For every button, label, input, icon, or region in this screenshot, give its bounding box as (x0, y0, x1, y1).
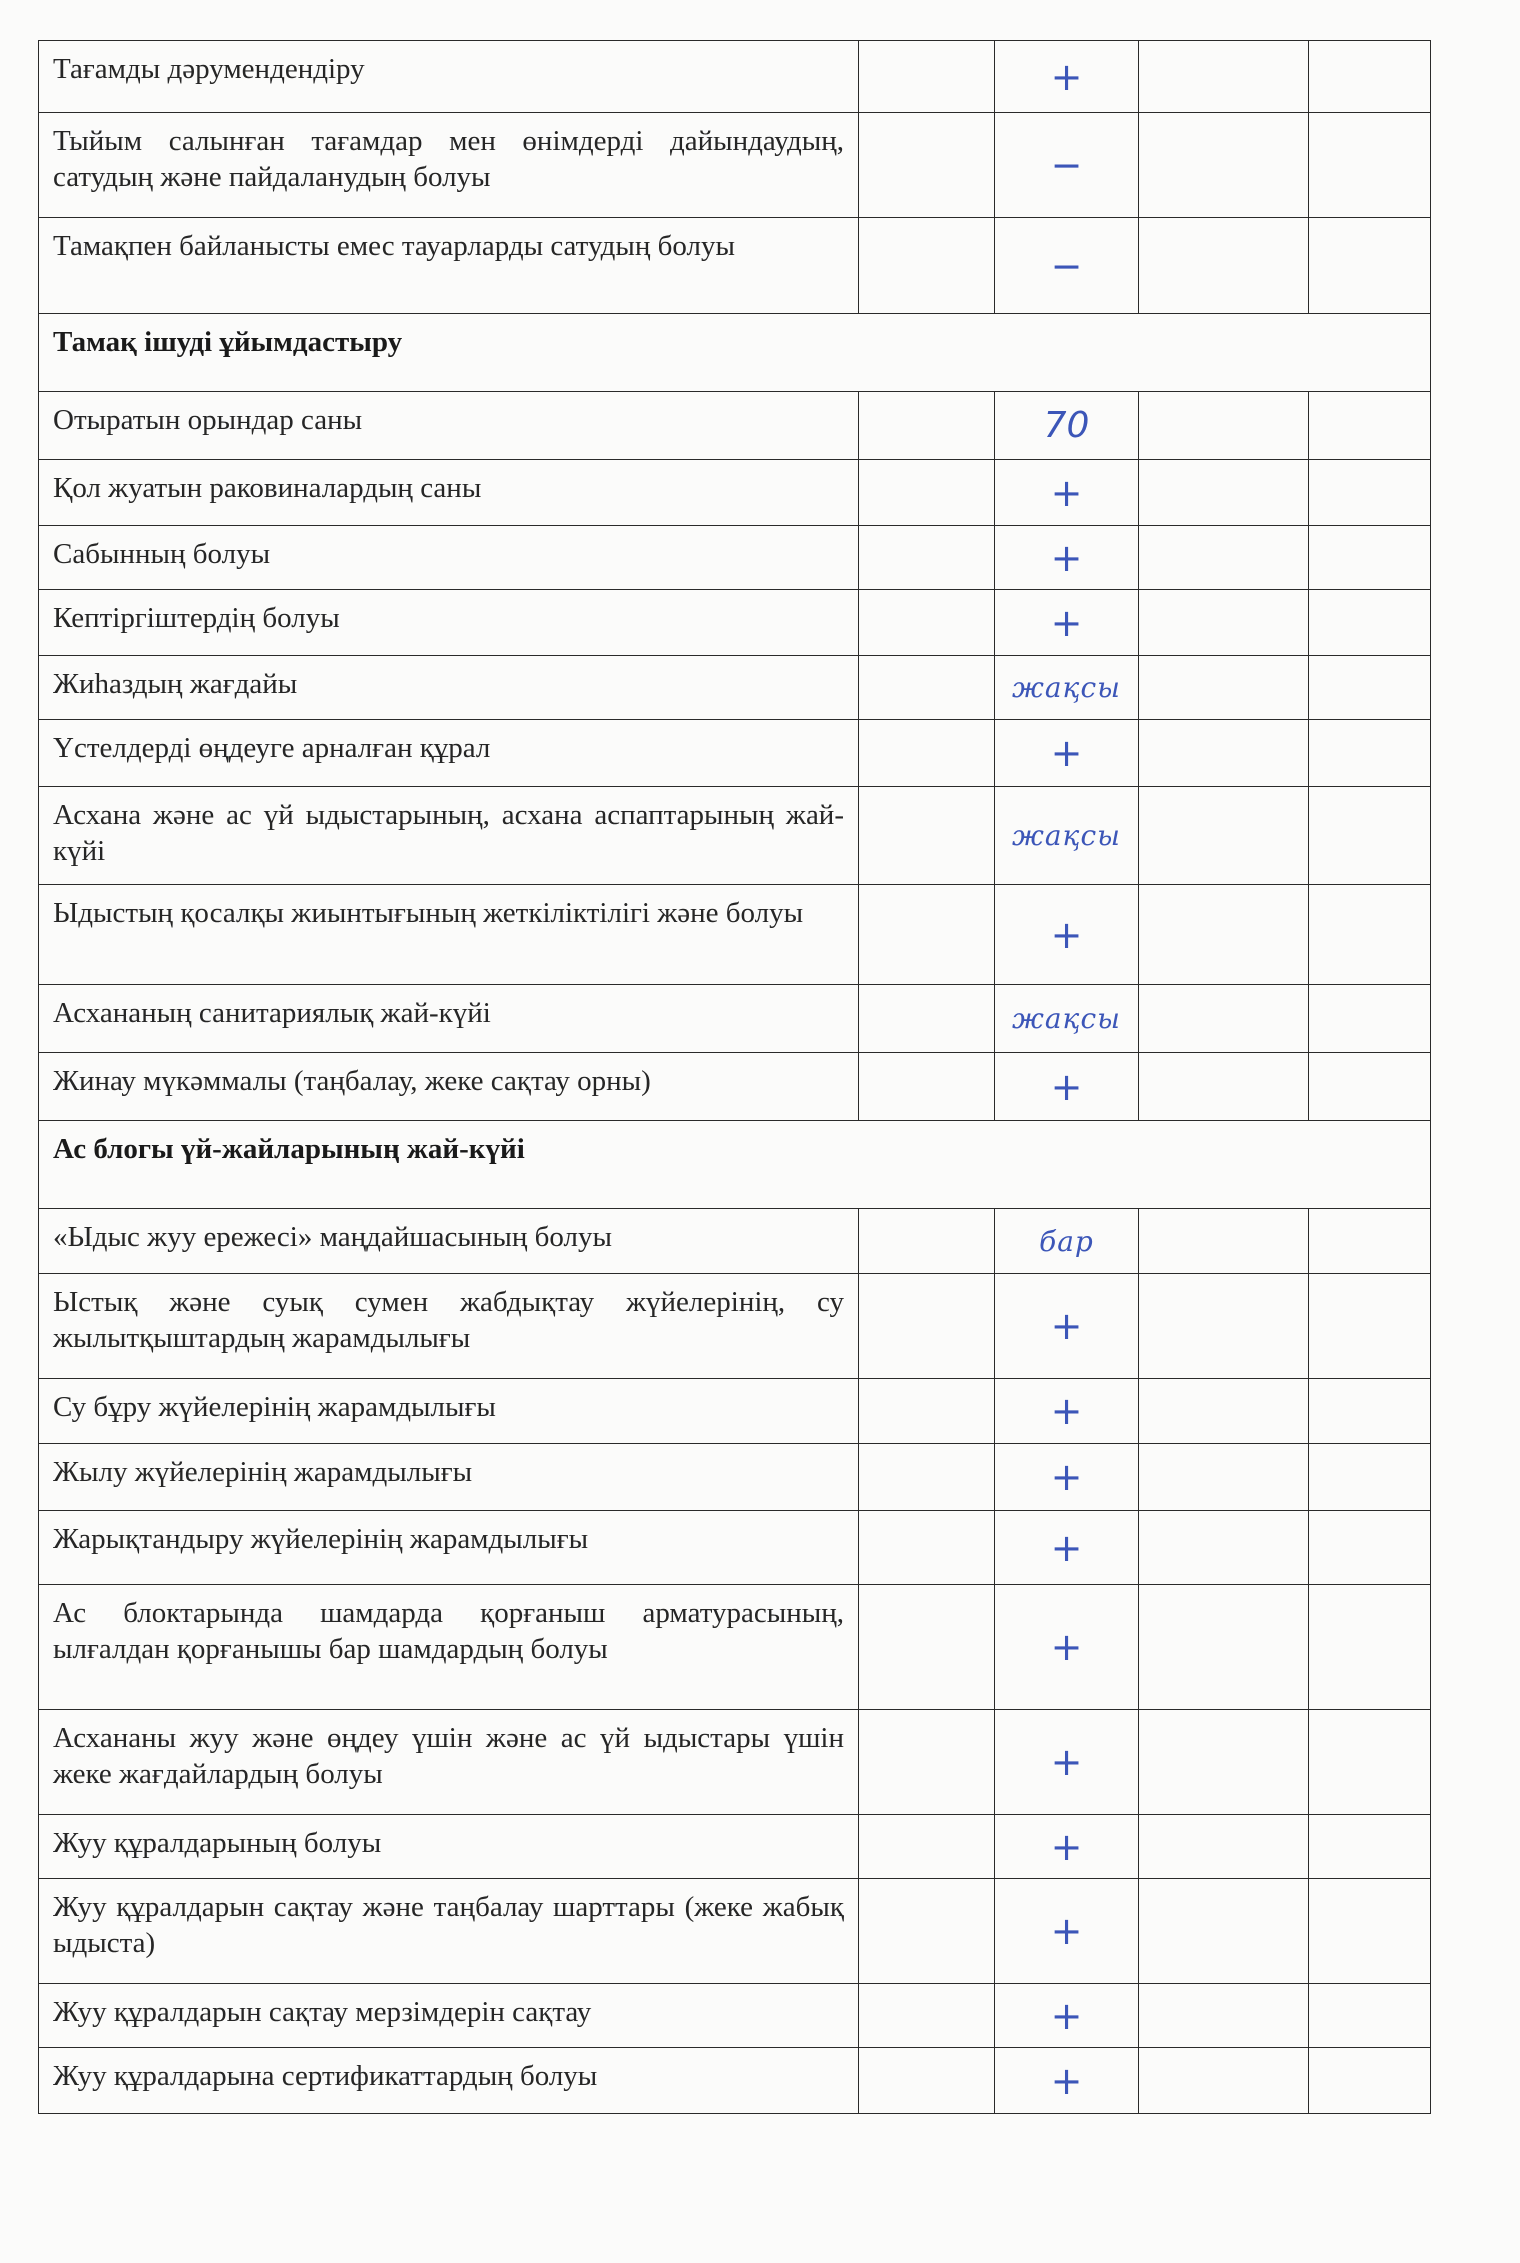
handwritten-mark: + (995, 460, 1139, 526)
handwritten-mark: жақсы (995, 985, 1139, 1053)
empty-cell (1309, 1710, 1431, 1815)
table-row (39, 590, 1431, 656)
empty-cell (859, 392, 995, 460)
criterion-label: Кептіргіштердің болуы (39, 590, 859, 656)
handwritten-mark: + (995, 1879, 1139, 1984)
empty-cell (859, 885, 995, 985)
criterion-label: Отыратын орындар саны (39, 392, 859, 460)
handwritten-mark: + (995, 1511, 1139, 1585)
empty-cell (1139, 113, 1309, 218)
handwritten-mark: бар (995, 1209, 1139, 1274)
handwritten-mark: + (995, 720, 1139, 787)
handwritten-mark: + (995, 1585, 1139, 1710)
empty-cell (1309, 2048, 1431, 2114)
section-title: Ас блогы үй-жайларының жай-күйі (39, 1121, 1431, 1209)
table-row (39, 1879, 1431, 1984)
criterion-label: Жуу құралдарына сертификаттардың болуы (39, 2048, 859, 2114)
empty-cell (1309, 218, 1431, 314)
empty-cell (859, 1379, 995, 1444)
empty-cell (859, 1585, 995, 1710)
empty-cell (1139, 1209, 1309, 1274)
empty-cell (1309, 526, 1431, 590)
table-row (39, 1053, 1431, 1121)
empty-cell (1139, 1815, 1309, 1879)
table-row (39, 1585, 1431, 1710)
empty-cell (859, 787, 995, 885)
empty-cell (1139, 460, 1309, 526)
section-header-row (39, 314, 1431, 392)
table-row (39, 1710, 1431, 1815)
criterion-label: Жуу құралдарын сақтау және таңбалау шарттары (жеке жабық ыдыста) (39, 1879, 859, 1984)
empty-cell (1309, 656, 1431, 720)
empty-cell (1309, 985, 1431, 1053)
handwritten-mark: + (995, 41, 1139, 113)
empty-cell (859, 985, 995, 1053)
empty-cell (1139, 2048, 1309, 2114)
handwritten-mark: + (995, 1379, 1139, 1444)
empty-cell (1309, 1274, 1431, 1379)
table-row (39, 2048, 1431, 2114)
empty-cell (1309, 885, 1431, 985)
table-row (39, 460, 1431, 526)
empty-cell (859, 1444, 995, 1511)
empty-cell (859, 1815, 995, 1879)
empty-cell (1309, 1984, 1431, 2048)
empty-cell (859, 218, 995, 314)
criterion-label: «Ыдыс жуу ережесі» маңдайшасының болуы (39, 1209, 859, 1274)
handwritten-mark: − (995, 113, 1139, 218)
table-row (39, 1511, 1431, 1585)
criterion-label: Асхананы жуу және өңдеу үшін және ас үй ыдыстары үшін жеке жағдайлардың болуы (39, 1710, 859, 1815)
empty-cell (1309, 787, 1431, 885)
empty-cell (1139, 1984, 1309, 2048)
empty-cell (1139, 1585, 1309, 1710)
empty-cell (1139, 1053, 1309, 1121)
handwritten-mark: 70 (995, 392, 1139, 460)
empty-cell (859, 656, 995, 720)
handwritten-mark: + (995, 1053, 1139, 1121)
table-row (39, 787, 1431, 885)
criterion-label: Су бұру жүйелерінің жарамдылығы (39, 1379, 859, 1444)
empty-cell (1139, 1274, 1309, 1379)
empty-cell (1139, 656, 1309, 720)
empty-cell (859, 2048, 995, 2114)
inspection-table-body (39, 41, 1431, 2114)
empty-cell (859, 1209, 995, 1274)
empty-cell (1309, 460, 1431, 526)
handwritten-mark: + (995, 590, 1139, 656)
empty-cell (859, 1879, 995, 1984)
criterion-label: Қол жуатын раковиналардың саны (39, 460, 859, 526)
empty-cell (1309, 41, 1431, 113)
table-row (39, 1815, 1431, 1879)
handwritten-mark: жақсы (995, 787, 1139, 885)
empty-cell (859, 526, 995, 590)
criterion-label: Жинау мүкәммалы (таңбалау, жеке сақтау орны) (39, 1053, 859, 1121)
handwritten-mark: + (995, 1815, 1139, 1879)
inspection-table (38, 40, 1431, 2114)
criterion-label: Үстелдерді өңдеуге арналған құрал (39, 720, 859, 787)
criterion-label: Асхана және ас үй ыдыстарының, асхана аспаптарының жай-күйі (39, 787, 859, 885)
table-row (39, 885, 1431, 985)
empty-cell (1309, 590, 1431, 656)
table-row (39, 1444, 1431, 1511)
empty-cell (859, 1984, 995, 2048)
table-row (39, 41, 1431, 113)
empty-cell (1139, 885, 1309, 985)
handwritten-mark: − (995, 218, 1139, 314)
criterion-label: Ас блоктарында шамдарда қорғаныш арматурасының, ылғалдан қорғанышы бар шамдардың болуы (39, 1585, 859, 1710)
empty-cell (1309, 1444, 1431, 1511)
table-row (39, 1379, 1431, 1444)
criterion-label: Жуу құралдарының болуы (39, 1815, 859, 1879)
handwritten-mark: + (995, 1274, 1139, 1379)
empty-cell (1139, 41, 1309, 113)
criterion-label: Ыдыстың қосалқы жиынтығының жеткіліктілігі және болуы (39, 885, 859, 985)
empty-cell (1309, 1209, 1431, 1274)
table-row (39, 656, 1431, 720)
table-row (39, 392, 1431, 460)
handwritten-mark: жақсы (995, 656, 1139, 720)
section-title: Тамақ ішуді ұйымдастыру (39, 314, 1431, 392)
table-row (39, 1984, 1431, 2048)
empty-cell (1139, 1879, 1309, 1984)
criterion-label: Жиһаздың жағдайы (39, 656, 859, 720)
criterion-label: Тамақпен байланысты емес тауарларды сатудың болуы (39, 218, 859, 314)
handwritten-mark: + (995, 885, 1139, 985)
empty-cell (1139, 590, 1309, 656)
empty-cell (1309, 1585, 1431, 1710)
table-row (39, 1209, 1431, 1274)
empty-cell (1139, 787, 1309, 885)
handwritten-mark: + (995, 1444, 1139, 1511)
table-row (39, 985, 1431, 1053)
empty-cell (1139, 1511, 1309, 1585)
empty-cell (1309, 1053, 1431, 1121)
empty-cell (859, 720, 995, 787)
handwritten-mark: + (995, 1984, 1139, 2048)
empty-cell (1139, 720, 1309, 787)
empty-cell (1309, 720, 1431, 787)
table-row (39, 720, 1431, 787)
criterion-label: Асхананың санитариялық жай-күйі (39, 985, 859, 1053)
criterion-label: Сабынның болуы (39, 526, 859, 590)
empty-cell (1309, 392, 1431, 460)
criterion-label: Жарықтандыру жүйелерінің жарамдылығы (39, 1511, 859, 1585)
empty-cell (1309, 1511, 1431, 1585)
empty-cell (859, 1710, 995, 1815)
table-row (39, 526, 1431, 590)
criterion-label: Тыйым салынған тағамдар мен өнімдерді дайындаудың, сатудың және пайдаланудың болуы (39, 113, 859, 218)
empty-cell (1139, 985, 1309, 1053)
empty-cell (1309, 1379, 1431, 1444)
empty-cell (1309, 1815, 1431, 1879)
empty-cell (1309, 113, 1431, 218)
empty-cell (859, 1053, 995, 1121)
empty-cell (859, 1511, 995, 1585)
criterion-label: Тағамды дәрумендендіру (39, 41, 859, 113)
table-row (39, 1274, 1431, 1379)
criterion-label: Жуу құралдарын сақтау мерзімдерін сақтау (39, 1984, 859, 2048)
handwritten-mark: + (995, 2048, 1139, 2114)
criterion-label: Ыстық және суық сумен жабдықтау жүйелерінің, су жылытқыштардың жарамдылығы (39, 1274, 859, 1379)
empty-cell (1139, 392, 1309, 460)
empty-cell (859, 460, 995, 526)
empty-cell (1139, 1379, 1309, 1444)
empty-cell (1139, 1710, 1309, 1815)
empty-cell (859, 1274, 995, 1379)
table-row (39, 218, 1431, 314)
table-row (39, 113, 1431, 218)
empty-cell (1139, 218, 1309, 314)
handwritten-mark: + (995, 526, 1139, 590)
handwritten-mark: + (995, 1710, 1139, 1815)
empty-cell (1139, 526, 1309, 590)
criterion-label: Жылу жүйелерінің жарамдылығы (39, 1444, 859, 1511)
empty-cell (1139, 1444, 1309, 1511)
section-header-row (39, 1121, 1431, 1209)
empty-cell (859, 590, 995, 656)
empty-cell (1309, 1879, 1431, 1984)
empty-cell (859, 113, 995, 218)
empty-cell (859, 41, 995, 113)
